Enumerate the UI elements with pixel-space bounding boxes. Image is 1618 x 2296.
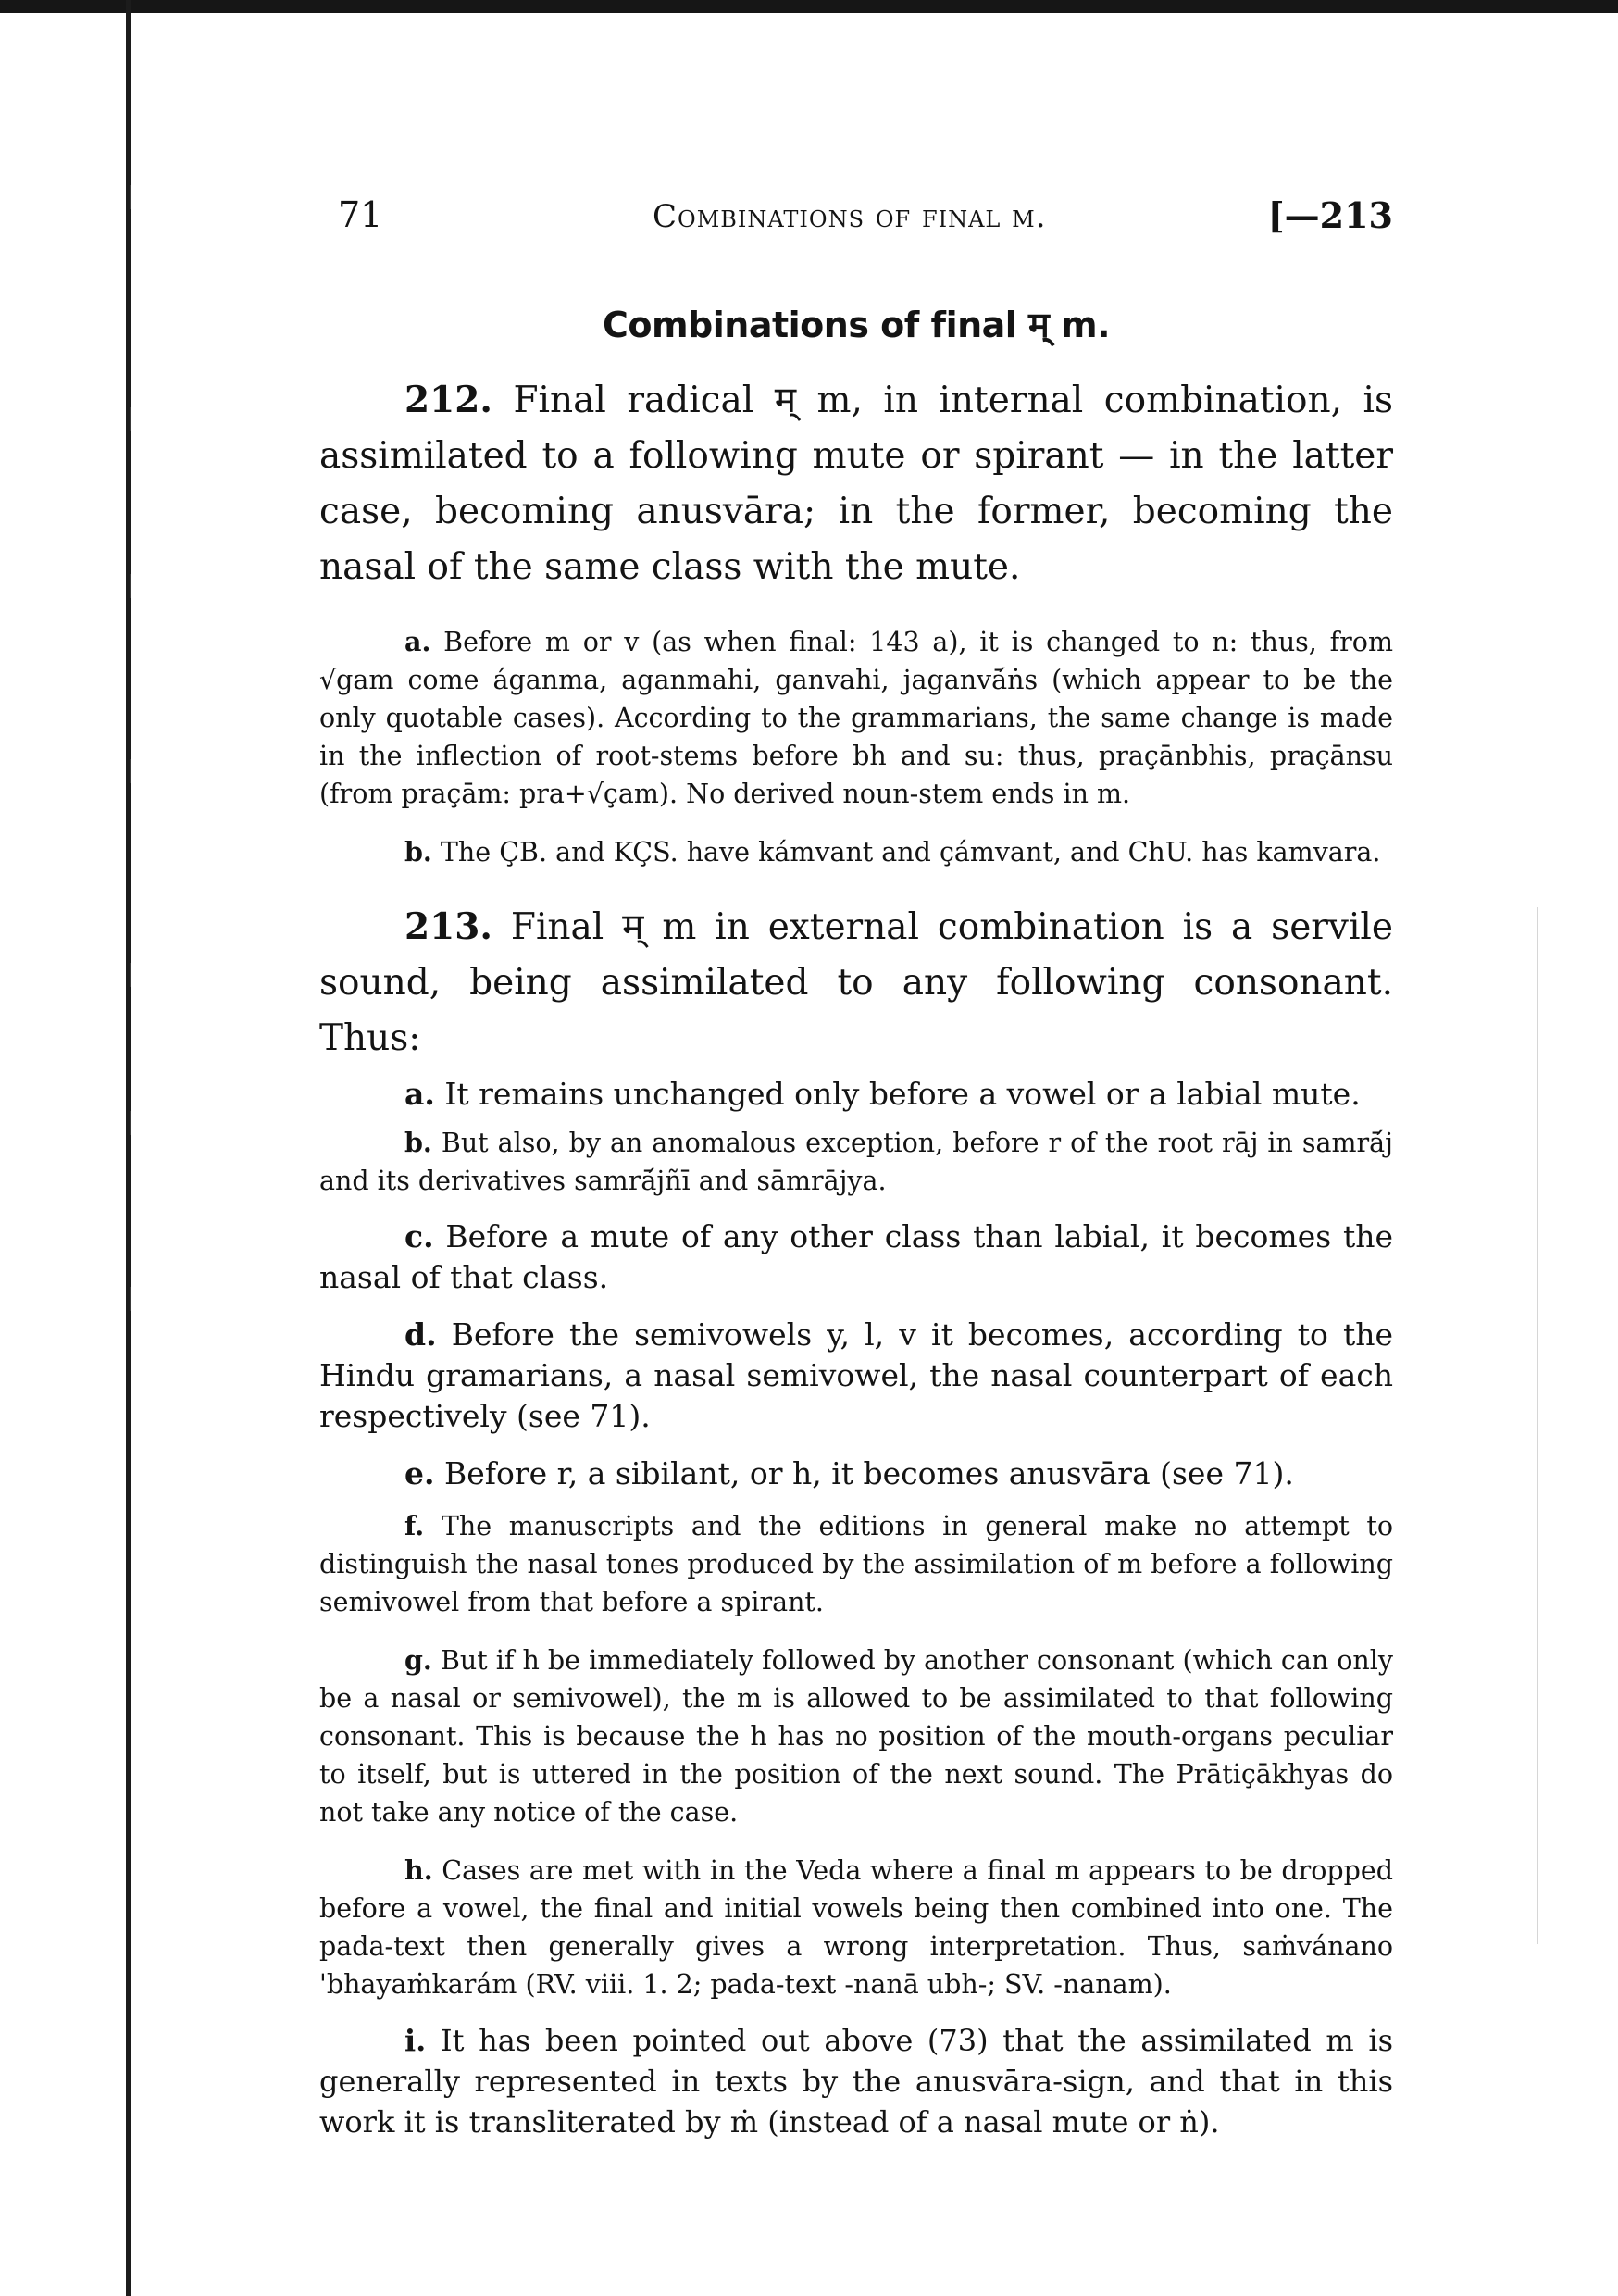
paragraph-text: Before m or v (as when final: 143 a), it is changed to n: thus, from √gam come áganma, aganmahi, ganvahi, jaganvā́ṅs (which appear to be the only quotable cases). According to the grammarians, the same change is made in the inflection of root-stems before bh and su: thus, praçānbhis, praçānsu (from praçām: pra+√çam). No derived noun-stem ends in m. xyxy=(319,627,1393,809)
paragraph-213i xyxy=(319,2020,1393,2142)
paragraph-number: h. xyxy=(404,1854,433,1886)
paragraph-number: b. xyxy=(404,1127,432,1158)
paragraph-213d xyxy=(319,1315,1393,1437)
paragraph-number: b. xyxy=(404,836,432,867)
paragraph-number: i. xyxy=(404,2023,427,2058)
paragraph-212a xyxy=(319,623,1393,813)
running-title: Combinations of final m. xyxy=(653,198,1047,235)
paragraph-213g xyxy=(319,1641,1393,1831)
paragraph-213a xyxy=(319,1072,1393,1117)
paragraph-text: Before r, a sibilant, or h, it becomes anusvāra (see 71). xyxy=(443,1455,1294,1491)
paragraph-number: a. xyxy=(404,626,431,657)
paragraph-text: Before a mute of any other class than labial, it becomes the nasal of that class. xyxy=(319,1218,1393,1295)
paragraph-number: e. xyxy=(404,1455,435,1491)
paragraph-number: g. xyxy=(404,1644,432,1676)
margin-marks xyxy=(130,185,135,1389)
paragraph-text: Final म् m in external combination is a servile sound, being assimilated to any following consonant. Thus: xyxy=(319,906,1393,1059)
scan-shadow-line xyxy=(1537,907,1538,1944)
paragraph-213c xyxy=(319,1217,1393,1298)
paragraph-text: It has been pointed out above (73) that the assimilated m is generally represented in texts by the anusvāra-sign, and that in this work it is transliterated by ṁ (instead of a nasal mute or ṅ). xyxy=(319,2023,1394,2140)
paragraph-text: Final radical म् m, in internal combination, is assimilated to a following mute or spirant — in the latter case, becoming anusvāra; in the former, becoming the nasal of the same class with the mute. xyxy=(319,380,1393,588)
paragraph-number: 213. xyxy=(404,905,492,948)
paragraph-text: But also, by an anomalous exception, before r of the root rāj in samrā́j and its derivatives samrā́jñī and sāmrājya. xyxy=(319,1128,1393,1196)
page-number: 71 xyxy=(338,194,383,235)
paragraph-number: c. xyxy=(404,1218,434,1254)
paragraph-text: But if h be immediately followed by another consonant (which can only be a nasal or semivowel), the m is allowed to be assimilated to that following consonant. This is because the h has no position of the mouth-organs peculiar to itself, but is uttered in the position of the next sound. The Prātiçākhyas do not take any notice of the case. xyxy=(319,1645,1394,1828)
paragraph-212 xyxy=(319,372,1393,595)
running-header xyxy=(319,185,1393,241)
page xyxy=(319,185,1393,2142)
section-reference: [—213 xyxy=(1267,194,1393,236)
paragraph-number: d. xyxy=(404,1316,437,1353)
paragraph-213f xyxy=(319,1507,1393,1621)
paragraph-text: Cases are met with in the Veda where a final m appears to be dropped before a vowel, the final and initial vowels being then combined into one. The pada-text then generally gives a wrong interpretation. Thus, saṁvánano 'bhayaṁkarám (RV. viii. 1. 2; pada-text -nanā ubh-; SV. -nanam). xyxy=(319,1855,1393,2000)
paragraph-213b xyxy=(319,1124,1393,1200)
paragraph-213 xyxy=(319,899,1393,1067)
paragraph-text: The manuscripts and the editions in general make no attempt to distinguish the nasal tones produced by the assimilation of m before a following semivowel from that before a spirant. xyxy=(319,1511,1393,1617)
paragraph-number: 212. xyxy=(404,379,492,421)
paragraph-text: Before the semivowels y, l, v it becomes, according to the Hindu gramarians, a nasal semivowel, the nasal counterpart of each respectively (see 71). xyxy=(319,1316,1393,1434)
paragraph-text: The ÇB. and KÇS. have kámvant and çámvant, and ChU. has kamvara. xyxy=(440,837,1381,867)
scan-top-edge xyxy=(0,0,1618,13)
paragraph-number: a. xyxy=(404,1076,435,1112)
section-heading: Combinations of final म् m. xyxy=(602,305,1111,345)
paragraph-number: f. xyxy=(404,1510,425,1541)
paragraph-213e xyxy=(319,1454,1393,1494)
paragraph-212b xyxy=(319,833,1393,871)
paragraph-text: It remains unchanged only before a vowel or a labial mute. xyxy=(444,1076,1361,1112)
paragraph-213h xyxy=(319,1852,1393,2003)
